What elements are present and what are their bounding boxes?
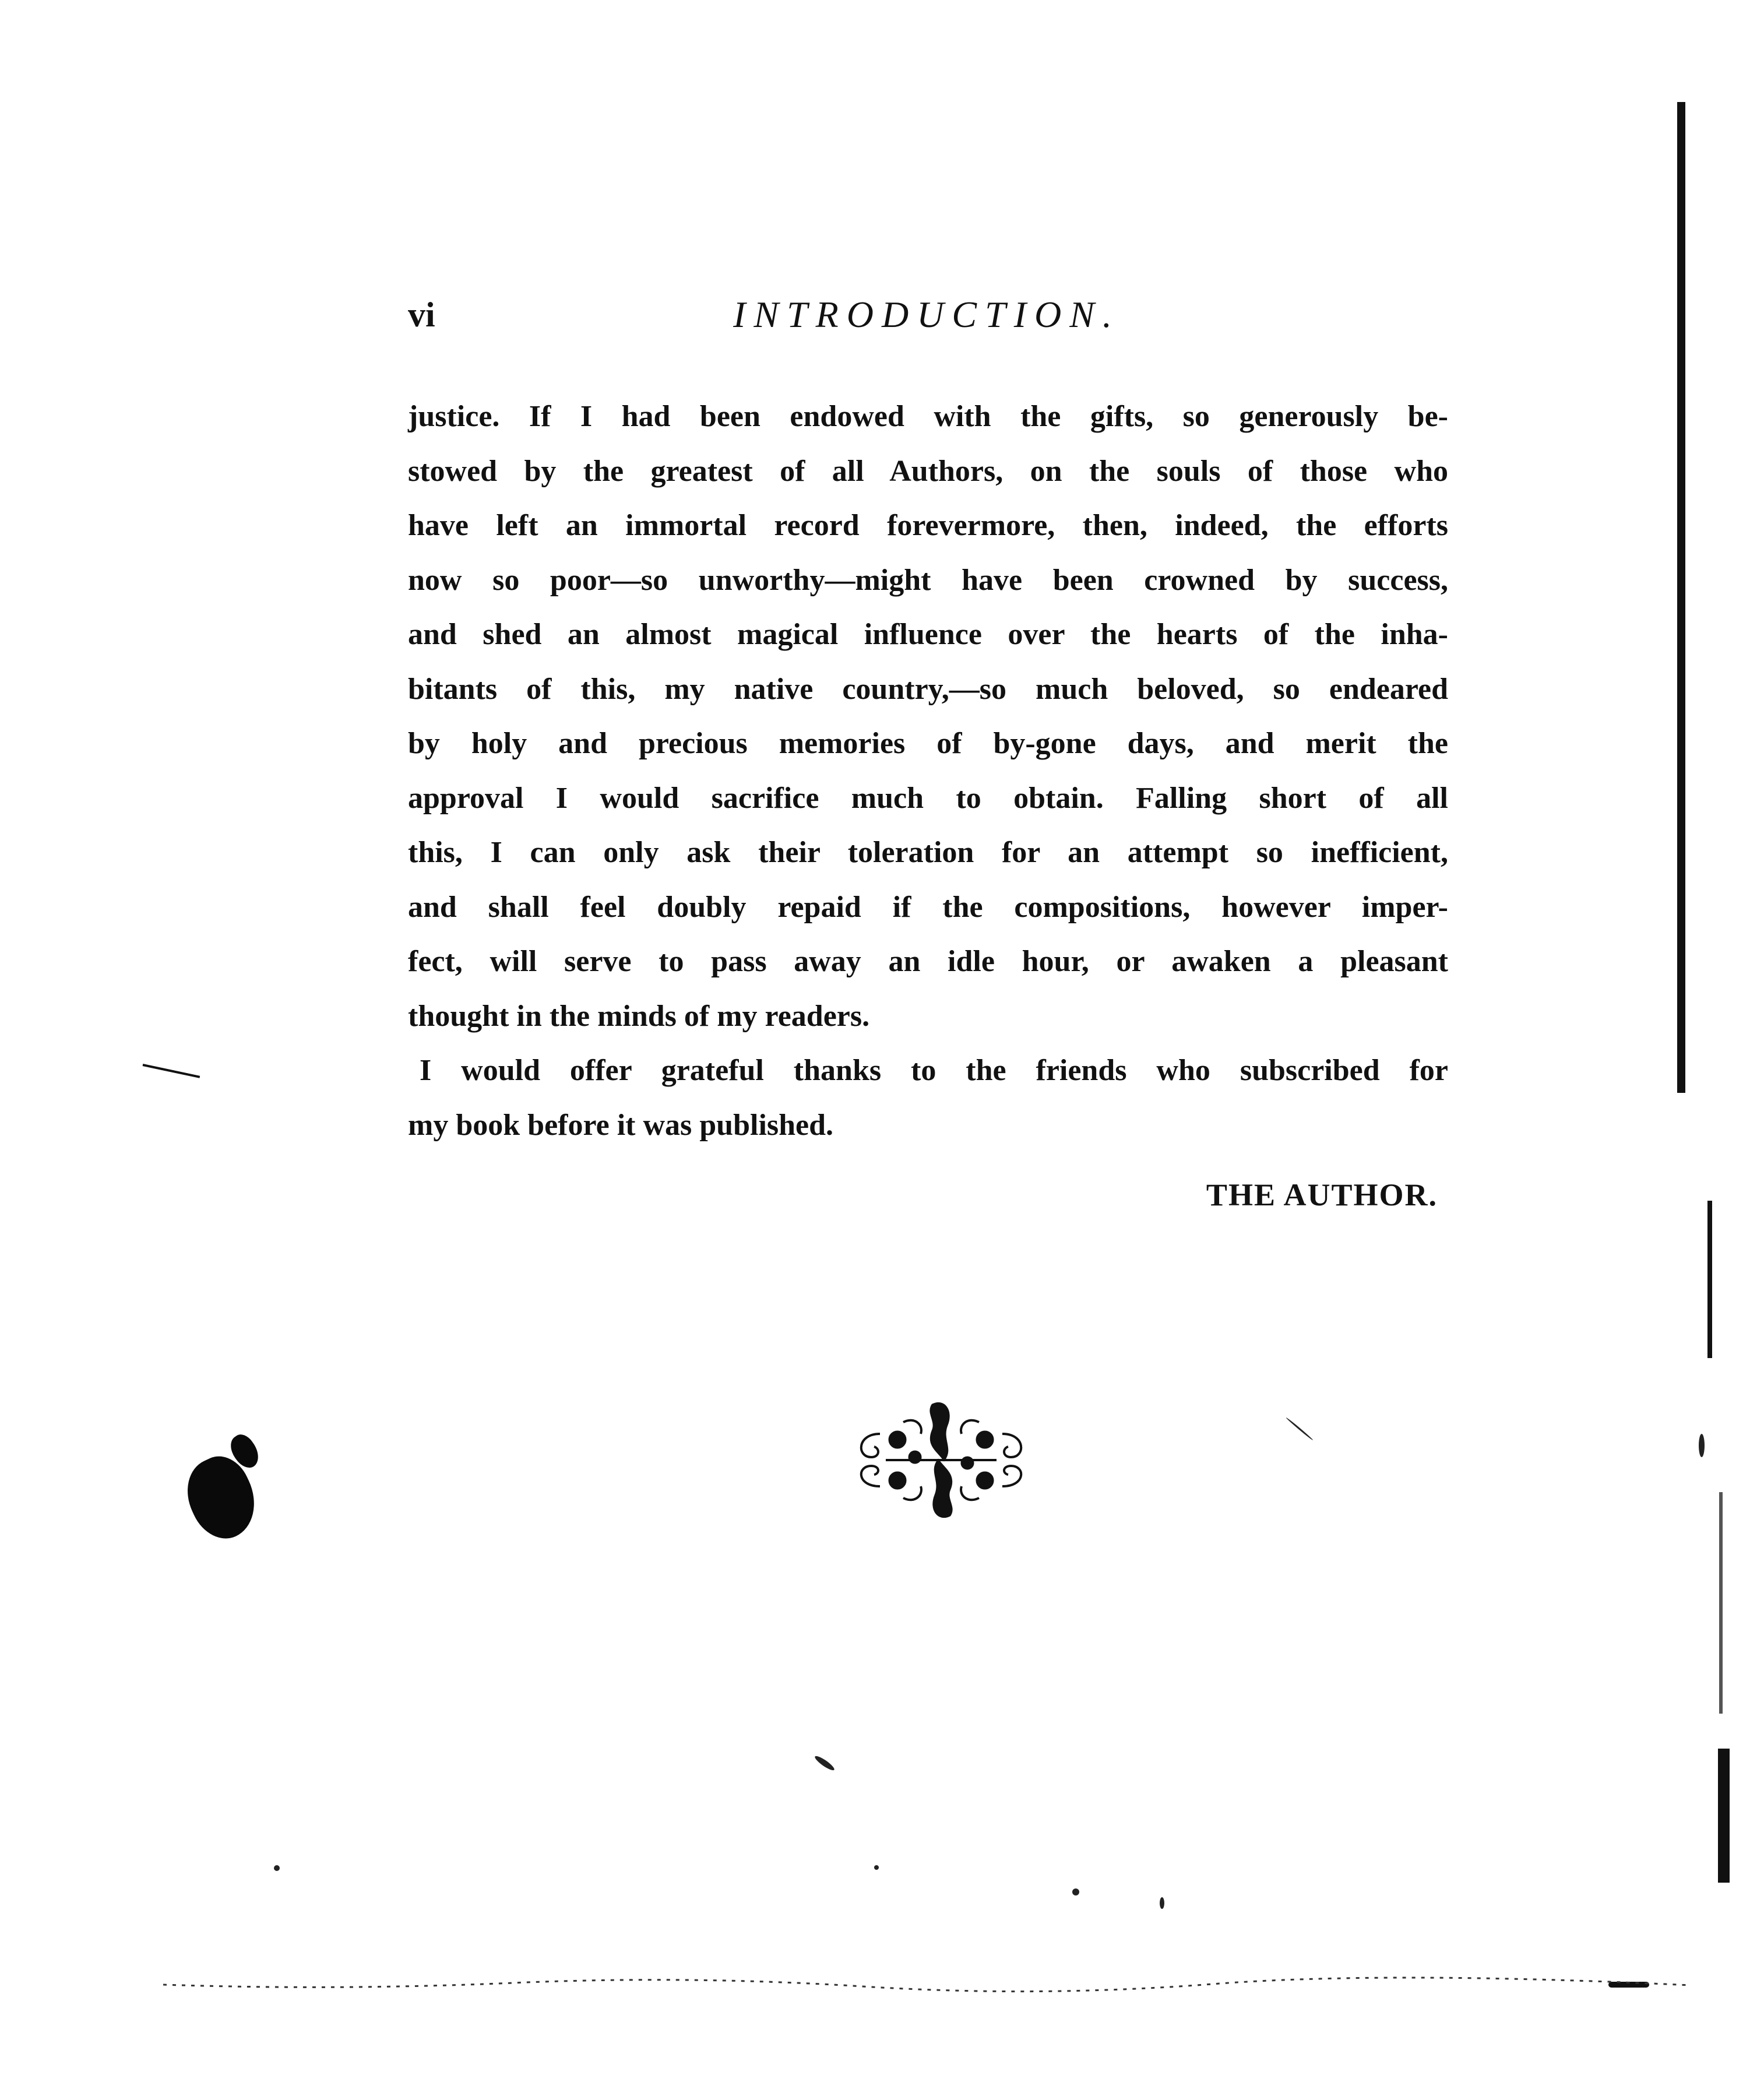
paragraph-2 <box>408 1043 1448 1152</box>
scan-speck <box>1286 1417 1314 1441</box>
scan-speck <box>874 1865 879 1870</box>
text-line: fect, will serve to pass away an idle hour, or awaken a pleasant <box>408 945 1448 978</box>
text-line: I would offer grateful thanks to the friends who subscribed for <box>420 1054 1448 1087</box>
scan-speck <box>1160 1897 1164 1909</box>
scan-speck <box>814 1754 836 1772</box>
paragraph-1 <box>408 389 1448 1043</box>
text-line: justice. If I had been endowed with the gifts, so generously be- <box>408 400 1448 433</box>
author-signature: THE AUTHOR. <box>1206 1177 1438 1212</box>
text-line: have left an immortal record forevermore, then, indeed, the efforts <box>408 509 1448 542</box>
page-number: vi <box>408 296 435 334</box>
running-head: INTRODUCTION. <box>733 294 1120 335</box>
scan-edge-artifact <box>1677 102 1685 1093</box>
introduction-body <box>408 389 1448 1152</box>
page-header <box>408 286 1445 344</box>
scan-edge-artifact <box>1718 1749 1730 1883</box>
text-line: and shed an almost magical influence over the hearts of the inha- <box>408 618 1448 651</box>
text-line: by holy and precious memories of by-gone days, and merit the <box>408 727 1448 760</box>
text-line: approval I would sacrifice much to obtain. Falling short of all <box>408 781 1448 815</box>
text-line: thought in the minds of my readers. <box>408 999 870 1033</box>
scan-speck <box>1699 1434 1705 1457</box>
text-line: bitants of this, my native country,—so much beloved, so endeared <box>408 672 1448 706</box>
text-line: this, I can only ask their toleration for an attempt so inefficient, <box>408 836 1448 869</box>
scan-bottom-edge <box>163 1976 1690 1993</box>
scan-edge-artifact <box>1719 1492 1723 1714</box>
text-line: stowed by the greatest of all Authors, on the souls of those who <box>408 454 1448 488</box>
floral-ornament <box>845 1399 1037 1521</box>
text-line: now so poor—so unworthy—might have been crowned by success, <box>408 563 1448 597</box>
scan-speck <box>1072 1888 1079 1895</box>
scan-edge-artifact <box>1707 1201 1712 1358</box>
scan-edge-artifact <box>143 1064 200 1078</box>
scan-speck <box>274 1865 280 1871</box>
text-line: my book before it was published. <box>408 1108 834 1142</box>
text-line: and shall feel doubly repaid if the compositions, however imper- <box>408 890 1448 924</box>
